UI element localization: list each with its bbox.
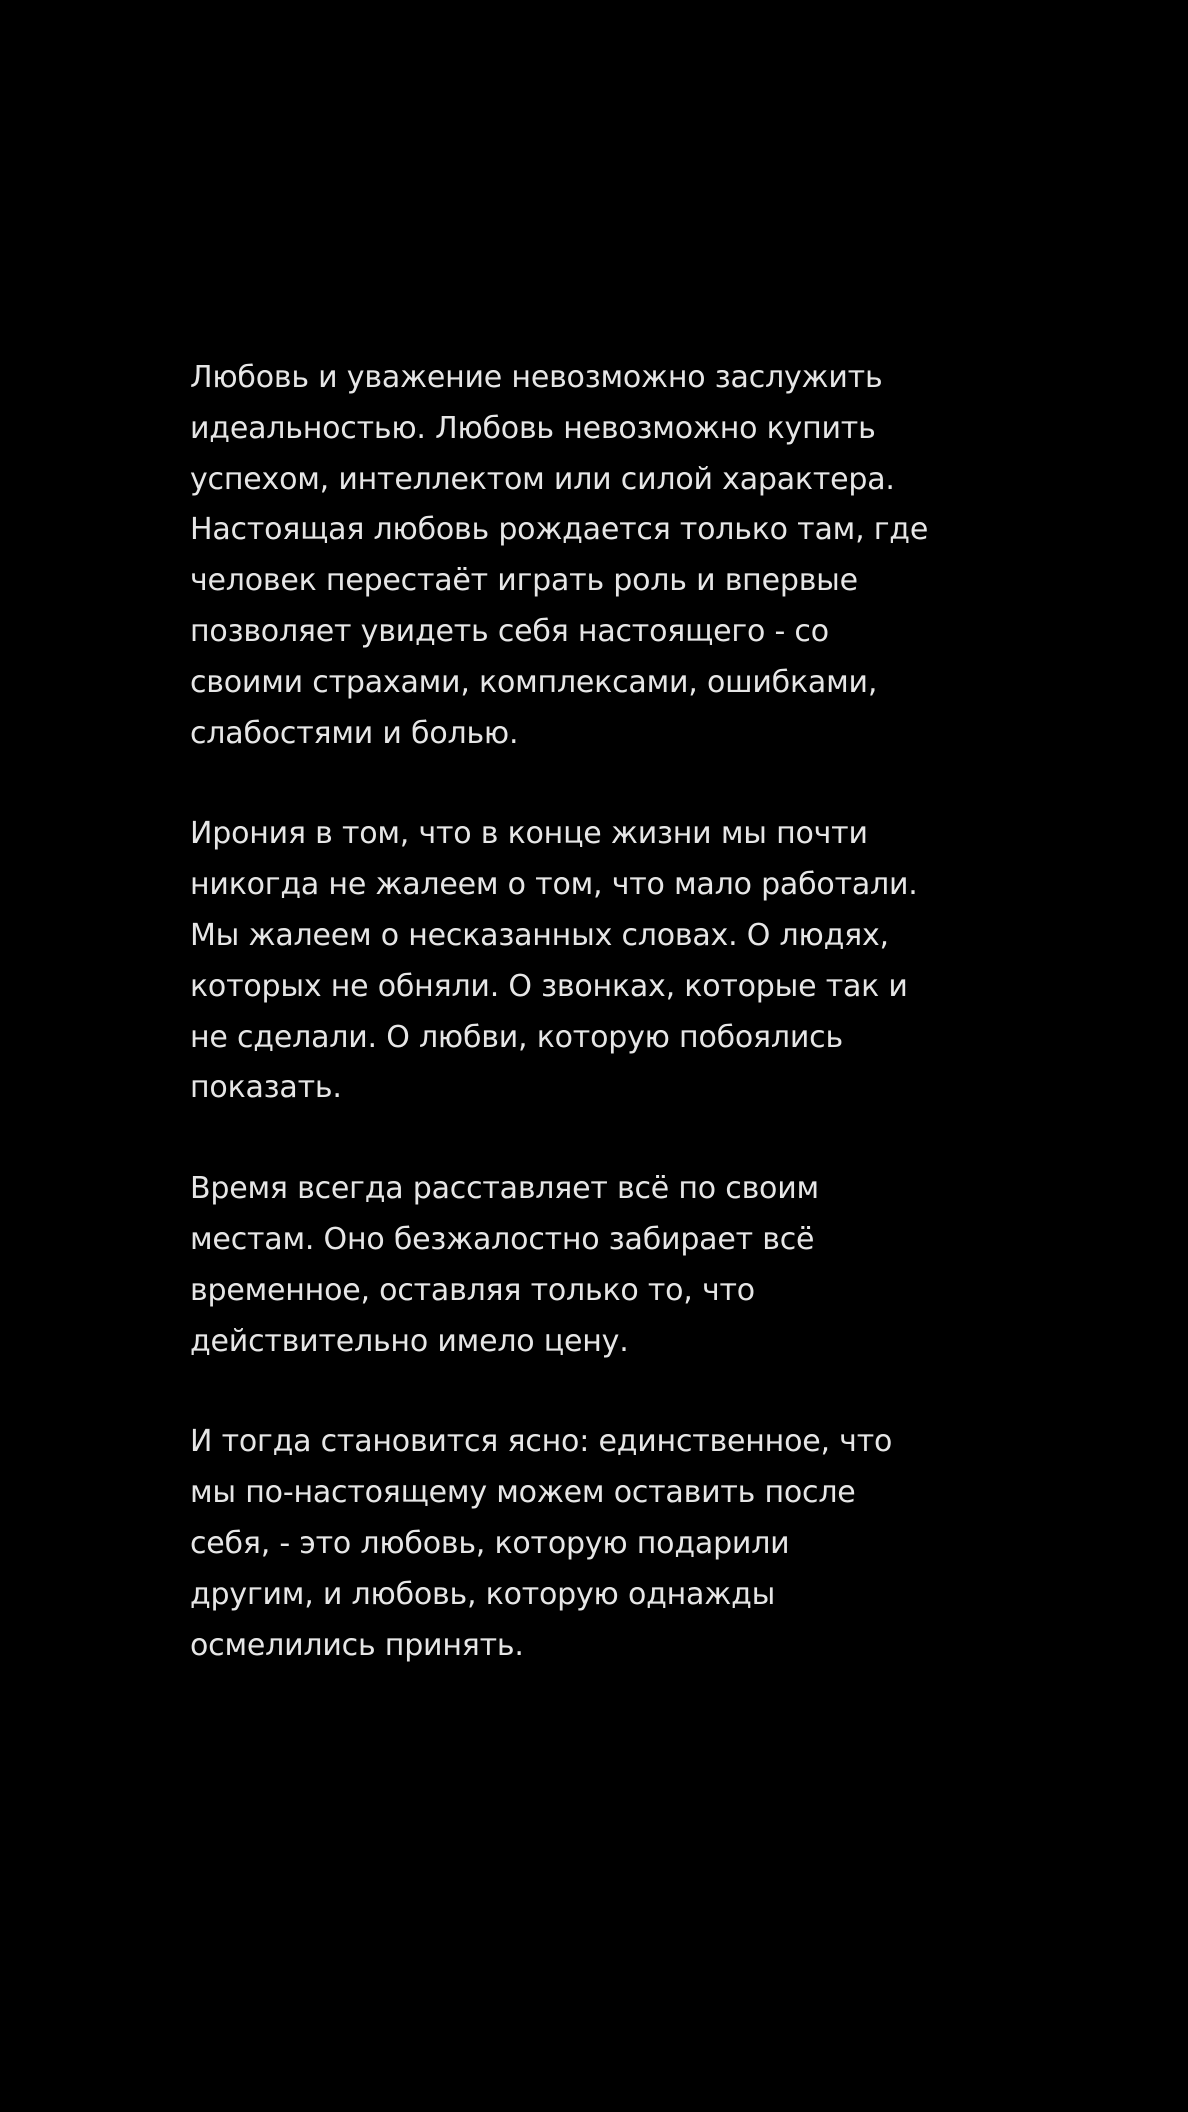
text-line: Ирония в том, что в конце жизни мы почти bbox=[190, 816, 868, 852]
text-line: никогда не жалеем о том, что мало работали. bbox=[190, 867, 918, 903]
text-line: успехом, интеллектом или силой характера. bbox=[190, 461, 895, 497]
paragraph-2 bbox=[190, 809, 1010, 1114]
text-line: позволяет увидеть себя настоящего - со bbox=[190, 613, 829, 649]
text-line: Мы жалеем о несказанных словах. О людях, bbox=[190, 917, 889, 953]
text-line: не сделали. О любви, которую побоялись bbox=[190, 1019, 843, 1055]
text-line: идеальностью. Любовь невозможно купить bbox=[190, 410, 876, 446]
paragraph-4 bbox=[190, 1417, 1010, 1671]
text-line: себя, - это любовь, которую подарили bbox=[190, 1525, 790, 1561]
text-line: действительно имело цену. bbox=[190, 1323, 629, 1359]
text-line: мы по-настоящему можем оставить после bbox=[190, 1475, 856, 1511]
text-line: И тогда становится ясно: единственное, что bbox=[190, 1424, 893, 1460]
text-line: временное, оставляя только то, что bbox=[190, 1272, 755, 1308]
text-line: осмелились принять. bbox=[190, 1627, 524, 1663]
text-line: местам. Оно безжалостно забирает всё bbox=[190, 1221, 815, 1257]
paragraph-1 bbox=[190, 353, 1010, 759]
text-line: Время всегда расставляет всё по своим bbox=[190, 1171, 819, 1207]
text-line: человек перестаёт играть роль и впервые bbox=[190, 563, 858, 599]
text-line: показать. bbox=[190, 1070, 342, 1106]
text-line: которых не обняли. О звонках, которые так и bbox=[190, 968, 908, 1004]
text-line: слабостями и болью. bbox=[190, 715, 519, 751]
text-line: другим, и любовь, которую однажды bbox=[190, 1576, 776, 1612]
text-line: Настоящая любовь рождается только там, где bbox=[190, 512, 929, 548]
text-line: своими страхами, комплексами, ошибками, bbox=[190, 664, 878, 700]
story-text bbox=[190, 353, 1010, 1721]
text-line: Любовь и уважение невозможно заслужить bbox=[190, 360, 883, 395]
paragraph-3 bbox=[190, 1164, 1010, 1367]
